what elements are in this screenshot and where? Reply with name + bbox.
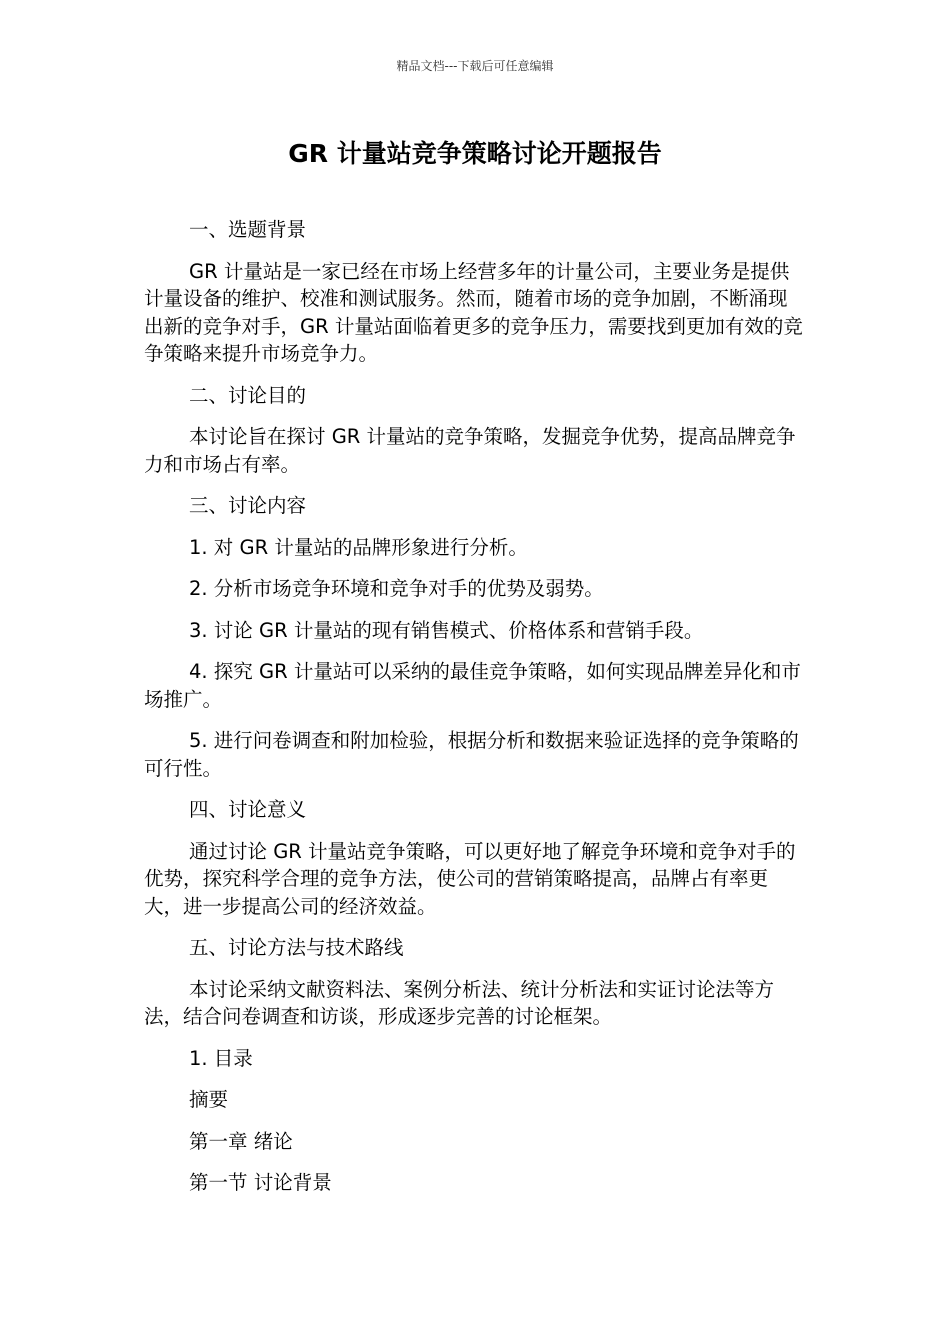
- header-watermark: 精品文档---下载后可任意编辑: [396, 59, 554, 73]
- paragraph-significance: 通过讨论 GR 计量站竞争策略，可以更好地了解竞争环境和竞争对手的优势，探究科学合理的竞争方法，使公司的营销策略提高，品牌占有率更大，进一步提高公司的经济效益。: [144, 839, 796, 918]
- toc-item-abstract: 摘要: [189, 1088, 229, 1111]
- paragraph-methods: 本讨论采纳文献资料法、案例分析法、统计分析法和实证讨论法等方法，结合问卷调查和访谈，形成逐步完善的讨论框架。: [144, 977, 775, 1028]
- list-item-content-5: 5. 进行问卷调查和附加检验，根据分析和数据来验证选择的竞争策略的可行性。: [144, 729, 799, 780]
- document-body: [144, 216, 806, 1211]
- section-heading-content: 三、讨论内容: [189, 494, 307, 517]
- toc-item-chapter-1: 第一章 绪论: [189, 1129, 293, 1153]
- list-item-content-2: 2. 分析市场竞争环境和竞争对手的优势及弱势。: [189, 577, 604, 600]
- list-item-content-4: 4. 探究 GR 计量站可以采纳的最佳竞争策略，如何实现品牌差异化和市场推广。: [144, 660, 801, 711]
- section-heading-methods: 五、讨论方法与技术路线: [189, 936, 404, 959]
- section-heading-background: 一、选题背景: [189, 218, 307, 241]
- list-item-content-3: 3. 讨论 GR 计量站的现有销售模式、价格体系和营销手段。: [189, 618, 704, 642]
- paragraph-background: GR 计量站是一家已经在市场上经营多年的计量公司，主要业务是提供计量设备的维护、校准和测试服务。然而，随着市场的竞争加剧，不断涌现出新的竞争对手，GR 计量站面临着更多的竞争压力，需要找到更加有效的竞争策略来提升市场竞争力。: [144, 259, 803, 365]
- toc-heading: 1. 目录: [189, 1046, 253, 1070]
- list-item-content-1: 1. 对 GR 计量站的品牌形象进行分析。: [189, 535, 528, 559]
- section-heading-purpose: 二、讨论目的: [189, 383, 307, 407]
- paragraph-purpose: 本讨论旨在探讨 GR 计量站的竞争策略，发掘竞争优势，提高品牌竞争力和市场占有率。: [144, 425, 796, 476]
- section-heading-significance: 四、讨论意义: [189, 798, 307, 821]
- toc-item-section-1: 第一节 讨论背景: [189, 1171, 332, 1194]
- document-title: GR 计量站竞争策略讨论开题报告: [288, 139, 662, 168]
